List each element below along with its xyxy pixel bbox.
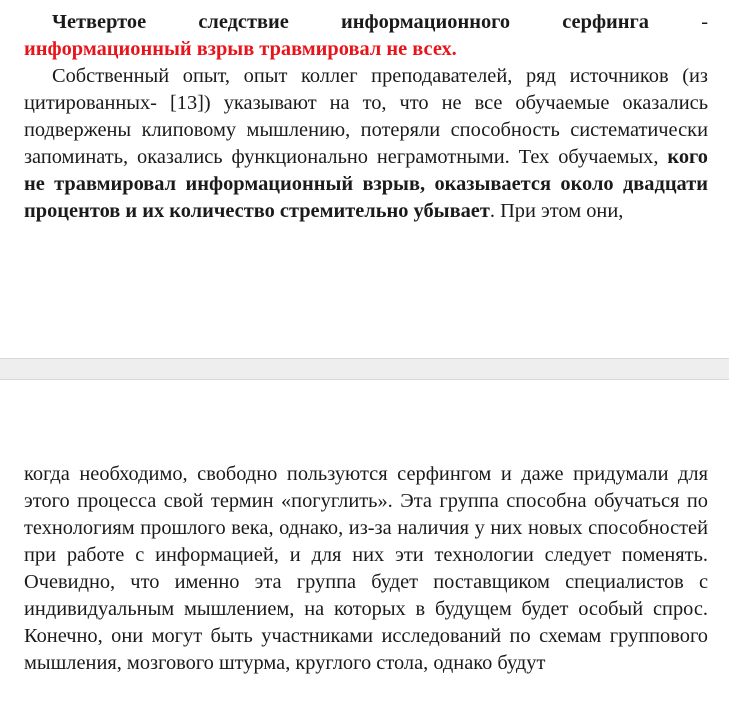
body-paragraph-1 [24, 63, 708, 225]
paragraph-bold-text: кого не травмировал информационный взрыв, оказывается около двадцати процентов и их количество стремительно убывает [24, 146, 708, 222]
heading-bold-text: Четвертое следствие информационного серфинга [52, 11, 650, 33]
paragraph-text-1: Собственный опыт, опыт коллег преподавателей, ряд источников (из цитированных- [13]) указывают на то, что не все обучаемые оказались подвержены клиповому мышлению, потеряли способность систематически запоминать, оказались функционально неграмотными. Тех обучаемых, [24, 65, 708, 168]
section-heading [24, 9, 708, 36]
page-1-text [24, 9, 708, 225]
page-2-text [24, 461, 708, 677]
section-heading-highlight [24, 36, 708, 63]
body-paragraph-2: когда необходимо, свободно пользуются серфингом и даже придумали для этого процесса свой термин «погуглить». Эта группа способна обучаться по технологиям прошлого века, однако, из-за наличия у них новых способностей при работе с информацией, и для них эти технологии следует поменять. Очевидно, что именно эта группа будет поставщиком специалистов с индивидуальным мышлением, на которых в будущем будет особый спрос. Конечно, они могут быть участниками исследований по схемам группового мышления, мозгового штурма, круглого стола, однако будут [24, 463, 708, 674]
paragraph-text-2: . При этом они, [489, 200, 624, 222]
heading-red-text: информационный взрыв травмировал не всех. [24, 38, 457, 60]
page-break [0, 358, 729, 380]
heading-dash: - [701, 11, 708, 33]
